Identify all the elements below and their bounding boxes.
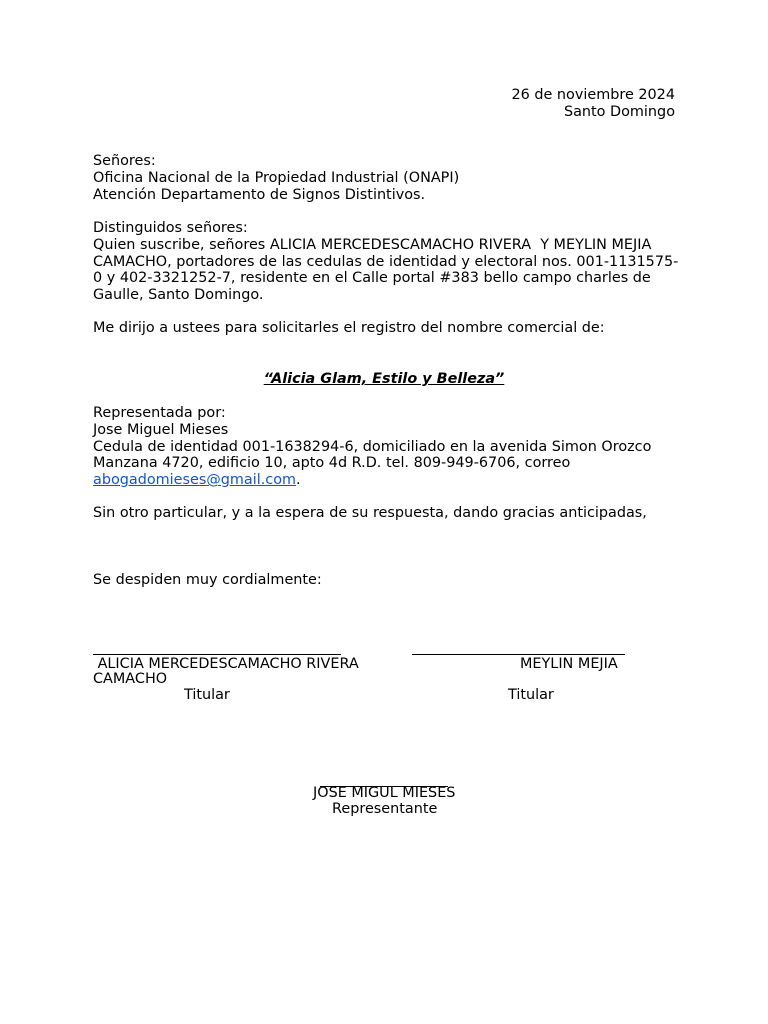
letter-date: 26 de noviembre 2024 xyxy=(511,87,675,103)
representative-signatory-role: Representante xyxy=(332,801,438,817)
thanks-text: Sin otro particular, y a la espera de su respuesta, dando gracias anticipadas, xyxy=(93,505,647,521)
trade-name-title: “Alicia Glam, Estilo y Belleza” xyxy=(263,371,505,387)
request-text: Me dirijo a ustees para solicitarles el registro del nombre comercial de: xyxy=(93,320,605,336)
left-signatory-name: ALICIA MERCEDESCAMACHO RIVERA xyxy=(93,656,359,672)
representative-detail: Cedula de identidad 001-1638294-6, domiciliado en la avenida Simon Orozco xyxy=(93,438,652,455)
farewell-paragraph xyxy=(93,572,683,589)
representative-heading: Representada por: xyxy=(93,405,226,421)
right-signature-line xyxy=(412,654,625,655)
letter-header xyxy=(93,87,675,121)
left-signatory-role: Titular xyxy=(184,687,230,703)
representative-name: Jose Miguel Mieses xyxy=(93,421,229,438)
intro-line: Gaulle, Santo Domingo. xyxy=(93,287,264,304)
left-signatory-name-cont: CAMACHO xyxy=(93,671,168,687)
email-line xyxy=(93,472,683,489)
intro-block xyxy=(93,220,683,304)
intro-line: CAMACHO, portadores de las cedulas de identidad y electoral nos. 001-1131575- xyxy=(93,253,679,270)
intro-line: Quien suscribe, señores ALICIA MERCEDESCAMACHO RIVERA Y MEYLIN MEJIA xyxy=(93,236,652,253)
right-signatory-name: MEYLIN MEJIA xyxy=(520,656,618,672)
thanks-paragraph xyxy=(93,505,683,522)
farewell-text: Se despiden muy cordialmente: xyxy=(93,572,322,588)
representative-signatory-name: JOSE MIGUL MIESES xyxy=(313,785,456,801)
addressee-block xyxy=(93,153,683,203)
addressee-office: Oficina Nacional de la Propiedad Industrial (ONAPI) xyxy=(93,169,460,186)
addressee-department: Atención Departamento de Signos Distintivos. xyxy=(93,186,426,203)
intro-line: 0 y 402-3321252-7, residente en el Calle portal #383 bello campo charles de xyxy=(93,270,651,287)
left-signature-line xyxy=(93,654,341,655)
request-paragraph xyxy=(93,320,683,337)
representative-detail: Manzana 4720, edificio 10, apto 4d R.D. tel. 809-949-6706, correo xyxy=(93,455,571,472)
representative-block xyxy=(93,405,683,489)
greeting: Distinguidos señores: xyxy=(93,220,248,236)
right-signatory-role: Titular xyxy=(508,687,554,703)
addressee-salutation: Señores: xyxy=(93,153,156,169)
email-suffix: . xyxy=(296,472,301,489)
email-link[interactable]: abogadomieses@gmail.com xyxy=(93,472,297,489)
letter-city: Santo Domingo xyxy=(563,103,675,120)
